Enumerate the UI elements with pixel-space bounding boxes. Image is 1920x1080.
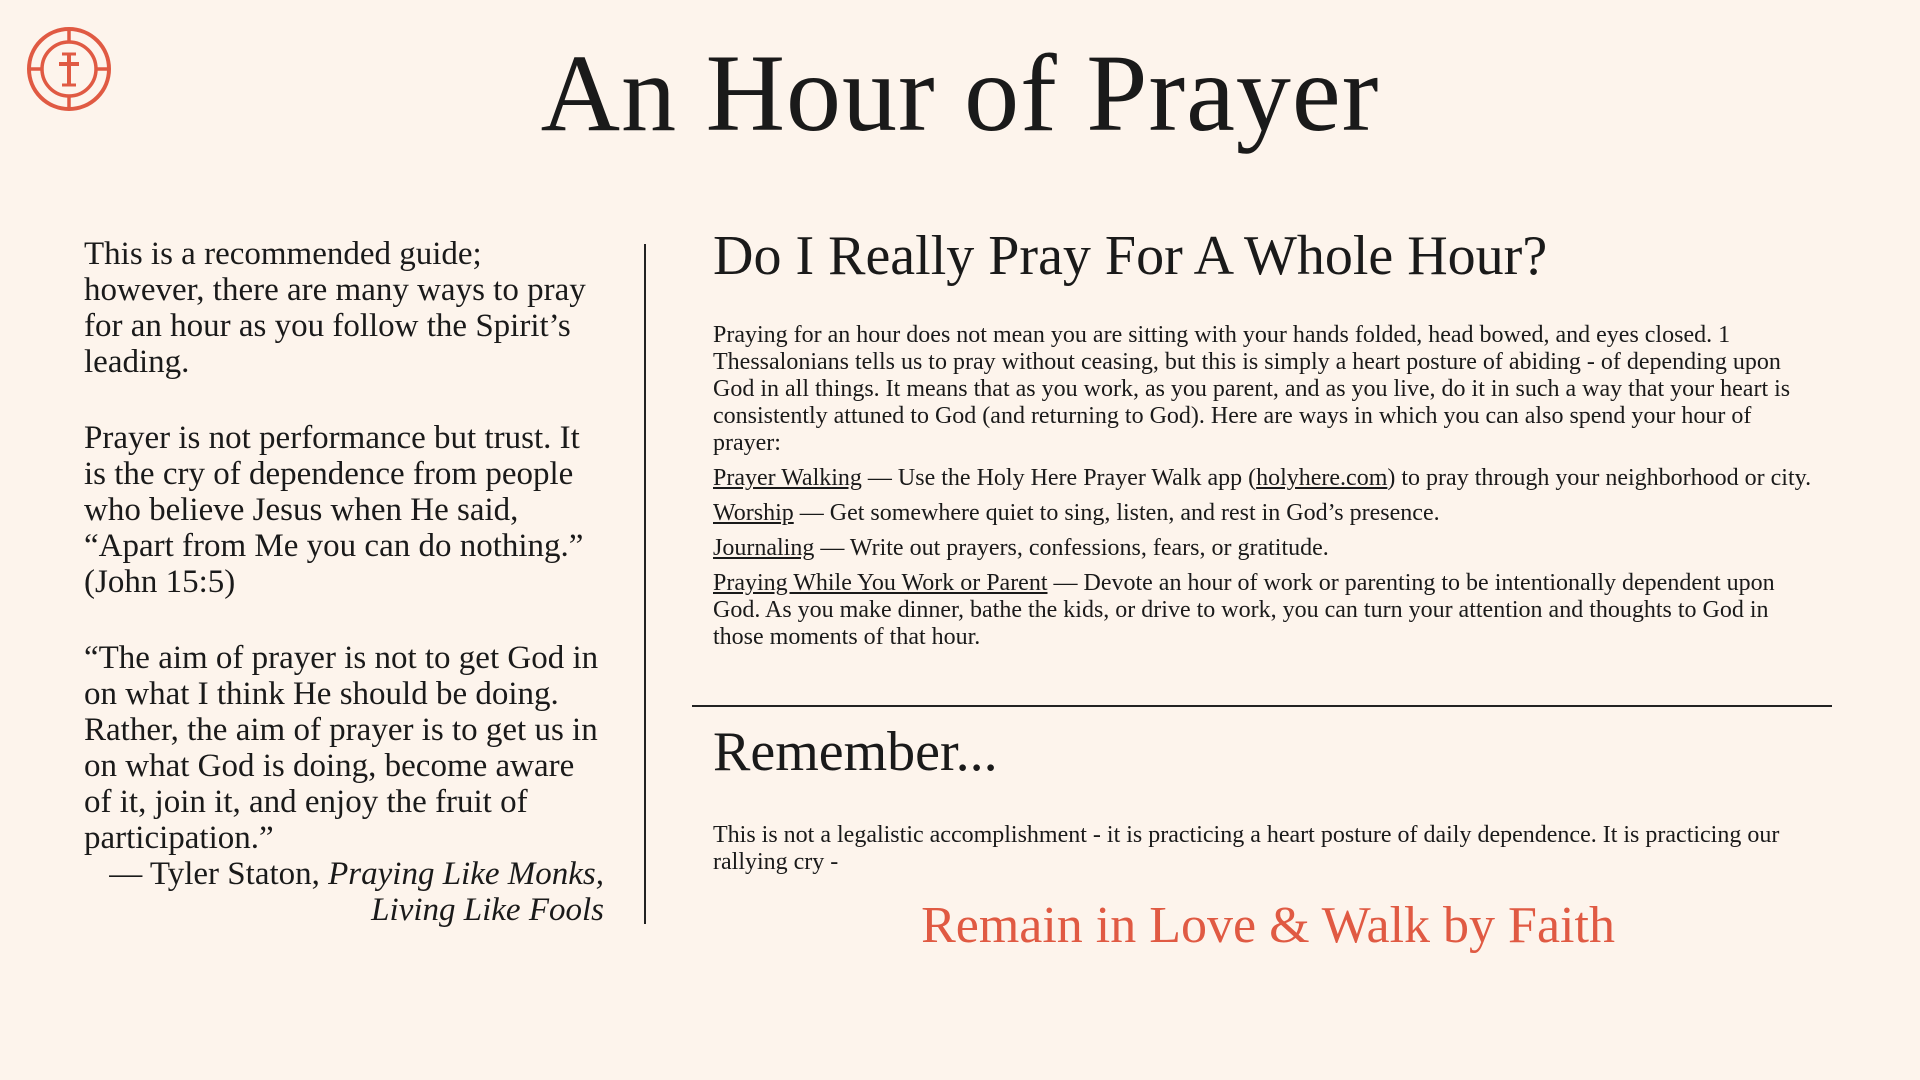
item-text-cont: ) to pray through your neighborhood or city. [1387,465,1812,491]
remember-text: This is not a legalistic accomplishment - it is practicing a heart posture of daily dependence. It is practicing our rallying cry - [713,822,1780,875]
list-item-work-parent [713,570,1823,651]
rallying-cry: Remain in Love & Walk by Faith [921,897,1615,954]
list-item-journaling [713,535,1823,562]
item-label: Journaling [713,535,815,561]
attribution-book: Praying Like Monks, Living Like Fools [328,856,604,928]
attribution-author: — Tyler Staton, [109,856,329,892]
item-text: — Write out prayers, confessions, fears, or gratitude. [814,535,1329,561]
horizontal-divider [692,705,1832,707]
page-title: An Hour of Prayer [540,32,1380,154]
holyhere-link[interactable]: holyhere.com [1256,465,1388,491]
intro-paragraph: This is a recommended guide; however, there are many ways to pray for an hour as you follow the Spirit’s leading. [84,236,586,380]
vertical-divider [644,244,646,924]
item-text: — Get somewhere quiet to sing, listen, and rest in God’s presence. [793,500,1440,526]
item-text: — Use the Holy Here Prayer Walk app ( [861,465,1257,491]
right-column [713,226,1823,659]
remember-section [713,722,1823,876]
item-label: Worship [713,500,794,526]
list-item-prayer-walking [713,465,1823,492]
section-intro: Praying for an hour does not mean you are sitting with your hands folded, head bowed, and eyes closed. 1 Thessalonians tells us to pray without ceasing, but this is simply a heart posture of abiding - of depending upon God in all things. It means that as you work, as you parent, and as you live, do it in such a way that your heart is consistently attuned to God (and returning to God). Here are ways in which you can also spend your hour of prayer: [713,322,1791,456]
item-label: Prayer Walking [713,465,862,491]
quote-paragraph: “The aim of prayer is not to get God in on what I think He should be doing. Rather, the aim of prayer is to get us in on what God is doing, become aware of it, join it, and enjoy the fruit of participation.” [84,640,599,856]
list-item-worship [713,500,1823,527]
prayer-ways-list [713,465,1823,651]
item-label: Praying While You Work or Parent [713,570,1048,596]
trust-paragraph: Prayer is not performance but trust. It is the cry of dependence from people who believe Jesus when He said, “Apart from Me you can do nothing.” (John 15:5) [84,420,584,600]
section-heading-remember: Remember... [713,721,998,783]
quote-attribution [84,856,604,928]
item-text: — Devote an hour of work or parenting to be intentionally dependent upon God. As you make dinner, bathe the kids, or drive to work, you can turn your attention and thoughts to God in those moments of that hour. [713,570,1775,650]
left-column [84,236,604,968]
section-heading-whole-hour: Do I Really Pray For A Whole Hour? [713,225,1548,287]
